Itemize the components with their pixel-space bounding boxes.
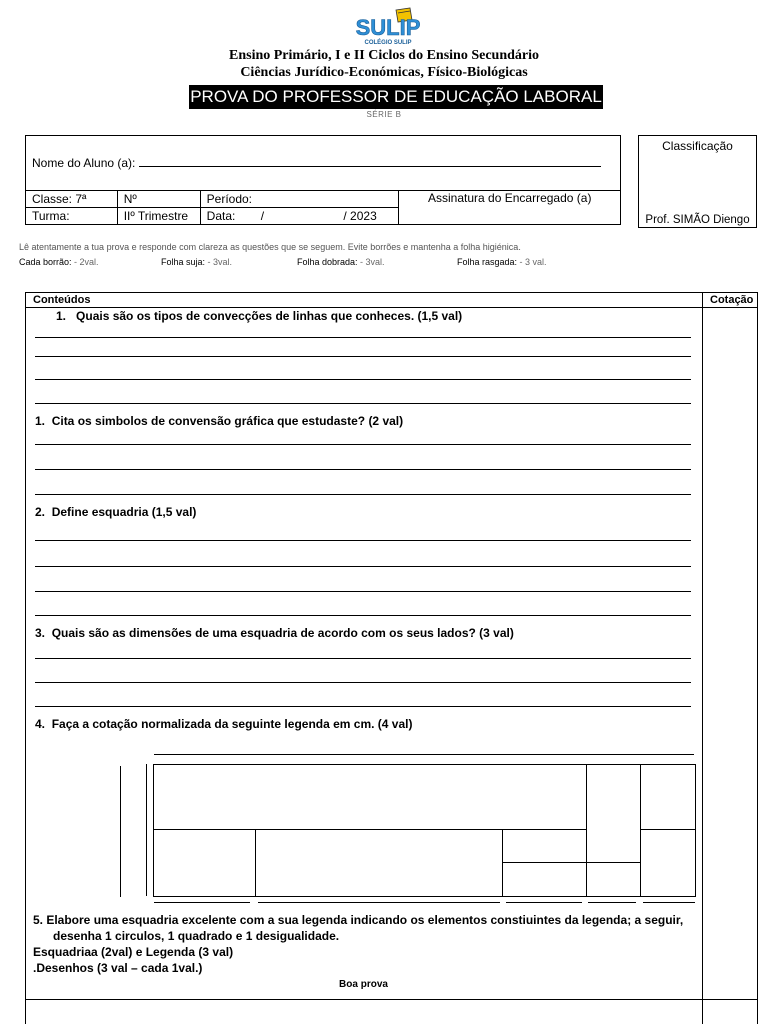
- legend-row-divider: [503, 862, 640, 863]
- question-text: Quais são as dimensões de uma esquadria de acordo com os seus lados? (3 val): [51, 626, 514, 640]
- questions-header-divider: [25, 307, 757, 308]
- instructions-text: Lê atentamente a tua prova e responde com clareza as questões que se seguem. Evite borrões e mantenha a folha higiénica.: [19, 242, 521, 252]
- numero-cell[interactable]: Nº: [117, 191, 200, 208]
- penalty-label: Folha suja:: [161, 257, 206, 267]
- question-number: 2.: [35, 505, 46, 519]
- classificacao-title: Classificação: [662, 139, 733, 153]
- legend-divider: [586, 764, 587, 897]
- question-1: [56, 309, 462, 323]
- penalty-dobrada: [297, 257, 385, 267]
- legend-row-divider: [153, 829, 503, 830]
- question-2: [35, 414, 403, 428]
- professor-name: Prof. SIMÃO Diengo: [645, 214, 750, 226]
- penalty-label: Cada borrão:: [19, 257, 72, 267]
- penalty-label: Folha dobrada:: [297, 257, 358, 267]
- questions-frame-bottom: [25, 999, 757, 1000]
- data-separator: /: [260, 209, 265, 223]
- penalty-value: - 3val.: [205, 257, 233, 267]
- dimension-line-bottom: [588, 902, 636, 903]
- dimension-line-top: [154, 754, 694, 755]
- question-text: Cita os simbolos de convensão gráfica que estudaste? (2 val): [51, 414, 404, 428]
- legend-outer-box: [153, 764, 696, 897]
- question-5: [35, 717, 412, 731]
- question-6: [33, 912, 701, 976]
- answer-line[interactable]: [35, 566, 691, 567]
- answer-line[interactable]: [35, 337, 691, 338]
- dimension-line-left-lower: [146, 830, 147, 896]
- penalty-value: - 3 val.: [517, 257, 547, 267]
- answer-line[interactable]: [35, 494, 691, 495]
- answer-line[interactable]: [35, 444, 691, 445]
- student-name-line[interactable]: [139, 166, 601, 167]
- data-year: / 2023: [343, 209, 377, 223]
- answer-line[interactable]: [35, 540, 691, 541]
- legend-drawing: [118, 740, 700, 908]
- penalty-label: Folha rasgada:: [457, 257, 518, 267]
- student-name-label: Nome do Aluno (a):: [32, 156, 139, 170]
- dimension-line-bottom: [643, 902, 695, 903]
- answer-line[interactable]: [35, 379, 691, 380]
- question-text: Quais são os tipos de convecções de linhas que conheces. (1,5 val): [76, 309, 463, 323]
- question-number: 1.: [56, 309, 67, 323]
- answer-line[interactable]: [35, 469, 691, 470]
- penalty-rasgada: [457, 257, 547, 267]
- penalty-borrao: [19, 257, 99, 267]
- question-number: 1.: [35, 414, 46, 428]
- data-label: Data:: [206, 209, 236, 223]
- logo-subtext: COLÉGIO SULIP: [364, 40, 412, 46]
- question-text: Define esquadria (1,5 val): [51, 505, 197, 519]
- dimension-line-left: [120, 766, 121, 897]
- assinatura-label: Assinatura do Encarregado (a): [428, 191, 592, 205]
- question-6-line2: desenha 1 circulos, 1 quadrado e 1 desigualidade.: [53, 929, 340, 943]
- question-4: [35, 626, 514, 640]
- cotacao-header: Cotação: [710, 294, 754, 306]
- school-logo: [338, 6, 438, 46]
- question-6-line4: .Desenhos (3 val – cada 1val.): [33, 961, 203, 975]
- exam-title: PROVA DO PROFESSOR DE EDUCAÇÃO LABORAL: [189, 85, 603, 109]
- student-info-table: [25, 135, 621, 225]
- assinatura-cell[interactable]: [399, 191, 621, 225]
- answer-line[interactable]: [35, 356, 691, 357]
- trimestre-cell: IIº Trimestre: [117, 208, 200, 225]
- classe-cell: Classe: 7ª: [26, 191, 118, 208]
- questions-frame-top: [25, 292, 757, 293]
- answer-line[interactable]: [35, 682, 691, 683]
- cotacao-column-divider: [702, 292, 703, 1024]
- dimension-line-bottom: [258, 902, 500, 903]
- penalty-suja: [161, 257, 232, 267]
- dimension-line-left-upper: [146, 764, 147, 830]
- penalty-value: - 3val.: [357, 257, 385, 267]
- periodo-cell[interactable]: Período:: [200, 191, 399, 208]
- legend-divider: [640, 764, 641, 897]
- legend-divider: [502, 829, 503, 897]
- footer-good-luck: Boa prova: [339, 979, 388, 990]
- penalty-value: - 2val.: [71, 257, 99, 267]
- legend-row-divider: [503, 829, 586, 830]
- classificacao-box[interactable]: [638, 135, 757, 228]
- answer-line[interactable]: [35, 615, 691, 616]
- legend-row-divider: [640, 829, 696, 830]
- answer-line[interactable]: [35, 706, 691, 707]
- answer-line[interactable]: [35, 591, 691, 592]
- data-cell[interactable]: [200, 208, 399, 225]
- school-levels: Ensino Primário, I e II Ciclos do Ensino Secundário: [229, 48, 539, 63]
- logo-text: SULIP: [355, 15, 421, 40]
- conteudos-header: Conteúdos: [33, 294, 91, 306]
- question-6-line1: 5. Elabore uma esquadria excelente com a sua legenda indicando os elementos constiuintes da legenda; a seguir,: [33, 913, 684, 927]
- answer-line[interactable]: [35, 658, 691, 659]
- question-number: 3.: [35, 626, 46, 640]
- student-name-cell[interactable]: [26, 136, 621, 191]
- school-courses: Ciências Jurídico-Económicas, Físico-Biológicas: [240, 65, 528, 80]
- legend-divider: [255, 829, 256, 897]
- answer-line[interactable]: [35, 403, 691, 404]
- dimension-line-bottom: [154, 902, 250, 903]
- question-number: 4.: [35, 717, 46, 731]
- question-text: Faça a cotação normalizada da seguinte legenda em cm. (4 val): [51, 717, 413, 731]
- turma-cell[interactable]: Turma:: [26, 208, 118, 225]
- questions-frame-left: [25, 292, 26, 1024]
- questions-frame-right: [757, 292, 758, 1024]
- question-3: [35, 505, 196, 519]
- question-6-line3: Esquadriaa (2val) e Legenda (3 val): [33, 945, 234, 959]
- exam-series: SÉRIE B: [366, 110, 402, 119]
- dimension-line-bottom: [506, 902, 582, 903]
